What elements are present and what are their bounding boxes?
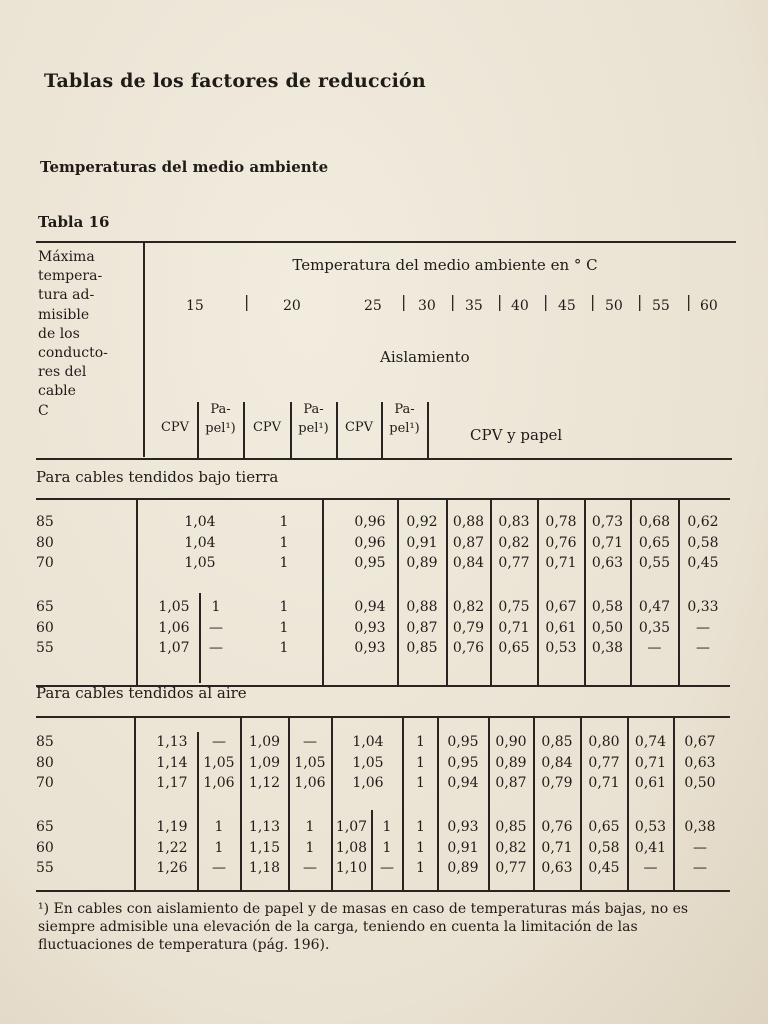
table-cell: 1 1 — <box>303 819 317 876</box>
table-cell: 1 1 1 <box>416 819 425 876</box>
table-cell: — 1,05 1,06 <box>203 734 235 791</box>
col-divider <box>136 498 138 685</box>
table-cell: 0,74 0,71 0,61 <box>634 734 667 791</box>
table-cell: 0,80 0,77 0,71 <box>588 734 620 791</box>
table-cell: 1,07 1,08 1,10 <box>335 819 368 876</box>
section-top-rule <box>36 498 730 500</box>
table-cell: 0,92 0,91 0,89 <box>406 514 438 571</box>
temp-25: 25 <box>364 298 382 314</box>
table-cell: 1 — — <box>209 599 223 656</box>
table-cell: 0,75 0,71 0,65 <box>498 599 530 656</box>
temp-separator: | <box>401 292 407 311</box>
table-cell: 1 1 1 <box>279 514 289 571</box>
ins-cpv-20: CPV <box>252 420 282 435</box>
ins-cpv-y-papel: CPV y papel <box>470 426 563 444</box>
temp-separator: | <box>450 292 456 311</box>
temp-30: 30 <box>418 298 436 314</box>
ins-papel-15: Pa- pel¹) <box>205 402 236 436</box>
table-cell: 0,33 — — <box>687 599 719 656</box>
col-divider <box>134 716 136 890</box>
table-cell: 0,82 0,79 0,76 <box>452 599 485 656</box>
ins-cpv-25: CPV <box>344 420 374 435</box>
table-cell: 0,38 — — <box>684 819 716 876</box>
temp-40: 40 <box>511 298 529 314</box>
table-cell: 1,13 1,14 1,17 <box>156 734 188 791</box>
ins-papel-20: Pa- pel¹) <box>298 402 329 436</box>
temp-60: 60 <box>700 298 718 314</box>
temp-50: 50 <box>605 298 623 314</box>
temp-55: 55 <box>652 298 670 314</box>
table-cell: 0,96 0,96 0,95 <box>354 514 386 571</box>
max-temp-cell: 65 60 55 <box>36 819 54 876</box>
table-cell: — 1,05 1,06 <box>294 734 326 791</box>
temp-separator: | <box>637 292 643 311</box>
max-temp-cell: 65 60 55 <box>36 599 54 656</box>
table-cell: 0,76 0,71 0,63 <box>541 819 573 876</box>
table-cell: 0,58 0,50 0,38 <box>591 599 624 656</box>
table-cell: 0,85 0,82 0,77 <box>495 819 527 876</box>
temp-15: 15 <box>186 298 204 314</box>
section-subheading: Temperaturas del medio ambiente <box>40 158 329 176</box>
insulation-title: Aislamiento <box>380 348 470 366</box>
temp-separator: | <box>497 292 503 311</box>
table-cell: 0,67 0,61 0,53 <box>545 599 577 656</box>
table-cell: 1,09 1,09 1,12 <box>248 734 281 791</box>
table-cell: 1,13 1,15 1,18 <box>248 819 281 876</box>
section-bottom-rule <box>36 890 730 892</box>
temp-separator: | <box>543 292 549 311</box>
max-temp-cell: 85 80 70 <box>36 734 54 791</box>
table-cell: 0,85 0,84 0,79 <box>541 734 573 791</box>
temp-45: 45 <box>558 298 576 314</box>
table-cell: 0,65 0,58 0,45 <box>588 819 620 876</box>
table-cell: 0,90 0,89 0,87 <box>495 734 527 791</box>
table-cell: 1 1 — <box>212 819 226 876</box>
table-cell: 0,62 0,58 0,45 <box>687 514 719 571</box>
temp-35: 35 <box>465 298 483 314</box>
max-temp-cell: 85 80 70 <box>36 514 54 571</box>
table-label: Tabla 16 <box>38 213 110 231</box>
ins-divider <box>427 402 429 458</box>
table-cell: 0,88 0,87 0,85 <box>406 599 438 656</box>
ins-cpv-15: CPV <box>160 420 190 435</box>
footnote: ¹) En cables con aislamiento de papel y de masas en caso de temperaturas más bajas, no es siempre admisible una elevación de la carga, teniendo en cuenta la limitación de las fluctuaciones de temperatura (pág. 196). <box>38 901 689 953</box>
temp-20: 20 <box>283 298 301 314</box>
section-top-rule <box>36 716 730 718</box>
table-cell: 1 1 1 <box>416 734 425 791</box>
table-cell: 1 1 1 <box>279 599 289 656</box>
table-cell: 0,78 0,76 0,71 <box>545 514 577 571</box>
table-cell: 0,93 0,91 0,89 <box>447 819 479 876</box>
table-cell: 0,68 0,65 0,55 <box>638 514 671 571</box>
table-cell: 1 1 — <box>380 819 394 876</box>
table-cell: 0,47 0,35 — <box>638 599 671 656</box>
table-cell: 0,53 0,41 — <box>634 819 667 876</box>
table-cell: 0,83 0,82 0,77 <box>498 514 530 571</box>
max-temp-column-label: Máxima tempera- tura ad- misible de los conducto- res del cable C <box>38 249 108 419</box>
table-cell: 0,73 0,71 0,63 <box>591 514 624 571</box>
ambient-temp-title: Temperatura del medio ambiente en ° C <box>292 256 598 274</box>
col-divider <box>322 498 324 685</box>
table-cell: 1,04 1,04 1,05 <box>184 514 216 571</box>
table-cell: 0,67 0,63 0,50 <box>684 734 716 791</box>
temp-separator: | <box>244 292 250 311</box>
section-ground-title: Para cables tendidos bajo tierra <box>36 468 279 486</box>
table-cell: 0,94 0,93 0,93 <box>354 599 386 656</box>
section-air-title: Para cables tendidos al aire <box>36 684 247 702</box>
temp-separator: | <box>686 292 692 311</box>
table-top-rule <box>36 241 736 243</box>
page-heading: Tablas de los factores de reducción <box>44 70 426 92</box>
temp-separator: | <box>590 292 596 311</box>
table-cell: 1,19 1,22 1,26 <box>156 819 188 876</box>
table-cell: 0,95 0,95 0,94 <box>447 734 479 791</box>
table-cell: 1,05 1,06 1,07 <box>158 599 190 656</box>
header-bottom-rule <box>36 458 732 460</box>
ins-papel-25: Pa- pel¹) <box>389 402 420 436</box>
header-divider <box>143 241 145 457</box>
table-cell: 1,04 1,05 1,06 <box>352 734 384 791</box>
table-cell: 0,88 0,87 0,84 <box>452 514 485 571</box>
